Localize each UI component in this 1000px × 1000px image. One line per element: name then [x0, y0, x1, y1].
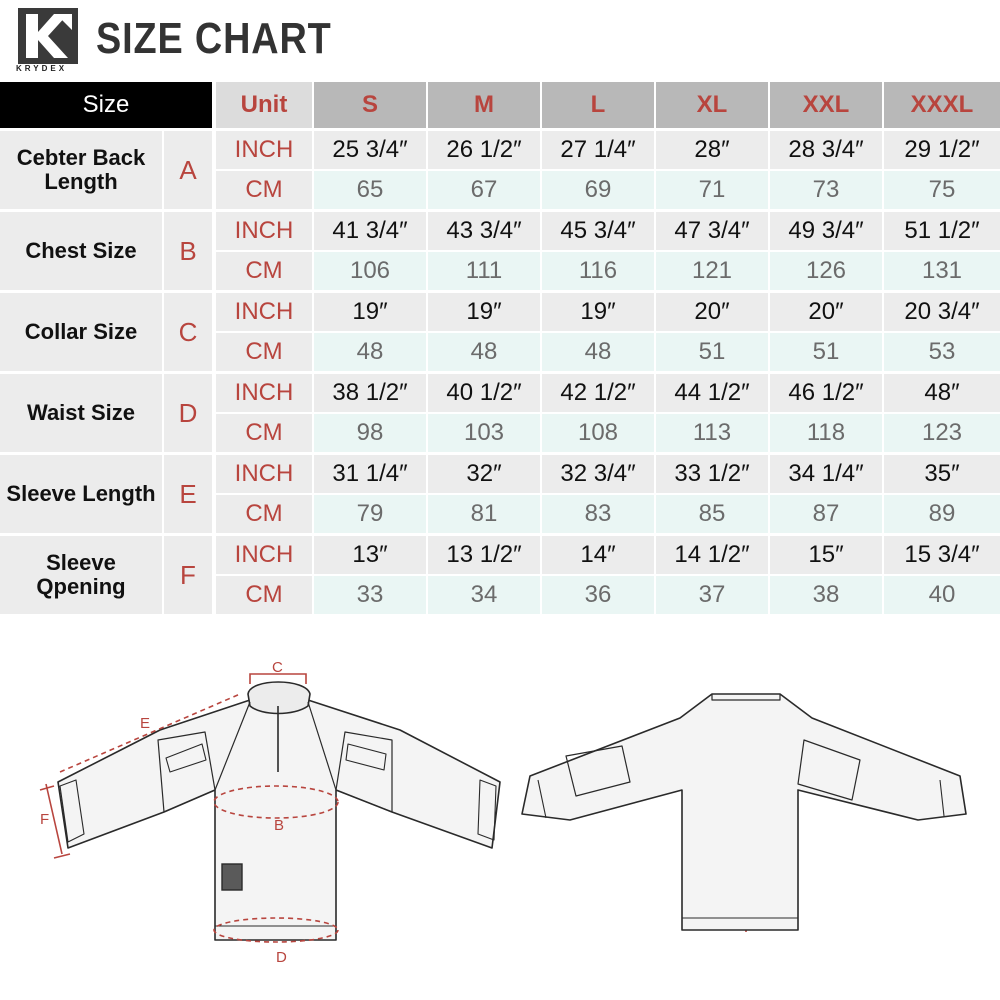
cm-value: 73 [770, 171, 882, 209]
inch-value: 25 3/4″ [314, 131, 426, 169]
measurement-letter: F [164, 536, 212, 614]
cm-value: 98 [314, 414, 426, 452]
inch-value: 49 3/4″ [770, 212, 882, 250]
inch-value: 20″ [770, 293, 882, 331]
unit-inch: INCH [216, 455, 312, 493]
inch-value: 28″ [656, 131, 768, 169]
cm-value: 118 [770, 414, 882, 452]
cm-value: 36 [542, 576, 654, 614]
inch-value: 31 1/4″ [314, 455, 426, 493]
cm-value: 33 [314, 576, 426, 614]
cm-value: 131 [884, 252, 1000, 290]
cm-value: 121 [656, 252, 768, 290]
inch-value: 47 3/4″ [656, 212, 768, 250]
inch-value: 26 1/2″ [428, 131, 540, 169]
measurement-letter: A [164, 131, 212, 209]
cm-value: 34 [428, 576, 540, 614]
cm-value: 69 [542, 171, 654, 209]
inch-value: 19″ [314, 293, 426, 331]
measurement-letter: D [164, 374, 212, 452]
measurement-letter: C [164, 293, 212, 371]
cm-value: 53 [884, 333, 1000, 371]
front-shirt-drawing [58, 682, 500, 940]
cm-value: 48 [542, 333, 654, 371]
cm-value: 48 [314, 333, 426, 371]
inch-value: 20″ [656, 293, 768, 331]
unit-cm: CM [216, 171, 312, 209]
unit-header: Unit [216, 82, 312, 128]
cm-value: 79 [314, 495, 426, 533]
cm-value: 83 [542, 495, 654, 533]
inch-value: 20 3/4″ [884, 293, 1000, 331]
cm-value: 38 [770, 576, 882, 614]
cm-value: 71 [656, 171, 768, 209]
inch-value: 46 1/2″ [770, 374, 882, 412]
unit-cm: CM [216, 495, 312, 533]
unit-inch: INCH [216, 374, 312, 412]
inch-value: 44 1/2″ [656, 374, 768, 412]
cm-value: 126 [770, 252, 882, 290]
unit-inch: INCH [216, 131, 312, 169]
size-column-header: M [428, 82, 540, 128]
krydex-logo-icon [18, 8, 78, 64]
unit-inch: INCH [216, 536, 312, 574]
inch-value: 41 3/4″ [314, 212, 426, 250]
measurement-label: Waist Size [0, 374, 162, 452]
cm-value: 103 [428, 414, 540, 452]
cm-value: 51 [656, 333, 768, 371]
cm-value: 85 [656, 495, 768, 533]
measurement-label: Chest Size [0, 212, 162, 290]
inch-value: 42 1/2″ [542, 374, 654, 412]
cm-value: 111 [428, 252, 540, 290]
cm-value: 123 [884, 414, 1000, 452]
size-column-header: XXXL [884, 82, 1000, 128]
inch-value: 27 1/4″ [542, 131, 654, 169]
inch-value: 48″ [884, 374, 1000, 412]
label-d: D [276, 949, 287, 966]
inch-value: 32″ [428, 455, 540, 493]
cm-value: 106 [314, 252, 426, 290]
unit-inch: INCH [216, 293, 312, 331]
unit-cm: CM [216, 252, 312, 290]
cm-value: 48 [428, 333, 540, 371]
inch-value: 29 1/2″ [884, 131, 1000, 169]
brand-name: KRYDEX [16, 64, 68, 73]
back-shirt-drawing [522, 694, 966, 930]
inch-value: 51 1/2″ [884, 212, 1000, 250]
inch-value: 13″ [314, 536, 426, 574]
inch-value: 35″ [884, 455, 1000, 493]
label-b: B [274, 817, 285, 834]
cm-value: 51 [770, 333, 882, 371]
measurement-label: Collar Size [0, 293, 162, 371]
size-column-header: L [542, 82, 654, 128]
measurement-letter: E [164, 455, 212, 533]
unit-cm: CM [216, 576, 312, 614]
inch-value: 40 1/2″ [428, 374, 540, 412]
chest-badge-icon [222, 864, 242, 890]
size-header: Size [0, 82, 212, 128]
inch-value: 13 1/2″ [428, 536, 540, 574]
cm-value: 81 [428, 495, 540, 533]
cm-value: 87 [770, 495, 882, 533]
inch-value: 34 1/4″ [770, 455, 882, 493]
inch-value: 14″ [542, 536, 654, 574]
inch-value: 45 3/4″ [542, 212, 654, 250]
label-f: F [40, 811, 50, 828]
cm-value: 40 [884, 576, 1000, 614]
inch-value: 15″ [770, 536, 882, 574]
measurement-label: Sleeve Length [0, 455, 162, 533]
unit-cm: CM [216, 414, 312, 452]
inch-value: 33 1/2″ [656, 455, 768, 493]
unit-cm: CM [216, 333, 312, 371]
cm-value: 89 [884, 495, 1000, 533]
inch-value: 28 3/4″ [770, 131, 882, 169]
cm-value: 37 [656, 576, 768, 614]
unit-inch: INCH [216, 212, 312, 250]
cm-value: 67 [428, 171, 540, 209]
inch-value: 19″ [428, 293, 540, 331]
inch-value: 32 3/4″ [542, 455, 654, 493]
inch-value: 19″ [542, 293, 654, 331]
cm-value: 113 [656, 414, 768, 452]
cm-value: 75 [884, 171, 1000, 209]
inch-value: 38 1/2″ [314, 374, 426, 412]
size-column-header: XL [656, 82, 768, 128]
size-column-header: XXL [770, 82, 882, 128]
title-band [0, 0, 1000, 80]
measurement-label: Cebter Back Length [0, 131, 162, 209]
label-e: E [140, 715, 151, 732]
label-c: C [272, 659, 283, 676]
inch-value: 14 1/2″ [656, 536, 768, 574]
size-column-header: S [314, 82, 426, 128]
page-title: SIZE CHART [96, 14, 332, 63]
cm-value: 65 [314, 171, 426, 209]
cm-value: 116 [542, 252, 654, 290]
inch-value: 43 3/4″ [428, 212, 540, 250]
measurement-label: Sleeve Qpening [0, 536, 162, 614]
measurement-letter: B [164, 212, 212, 290]
inch-value: 15 3/4″ [884, 536, 1000, 574]
shirt-diagram [0, 640, 1000, 1000]
cm-value: 108 [542, 414, 654, 452]
